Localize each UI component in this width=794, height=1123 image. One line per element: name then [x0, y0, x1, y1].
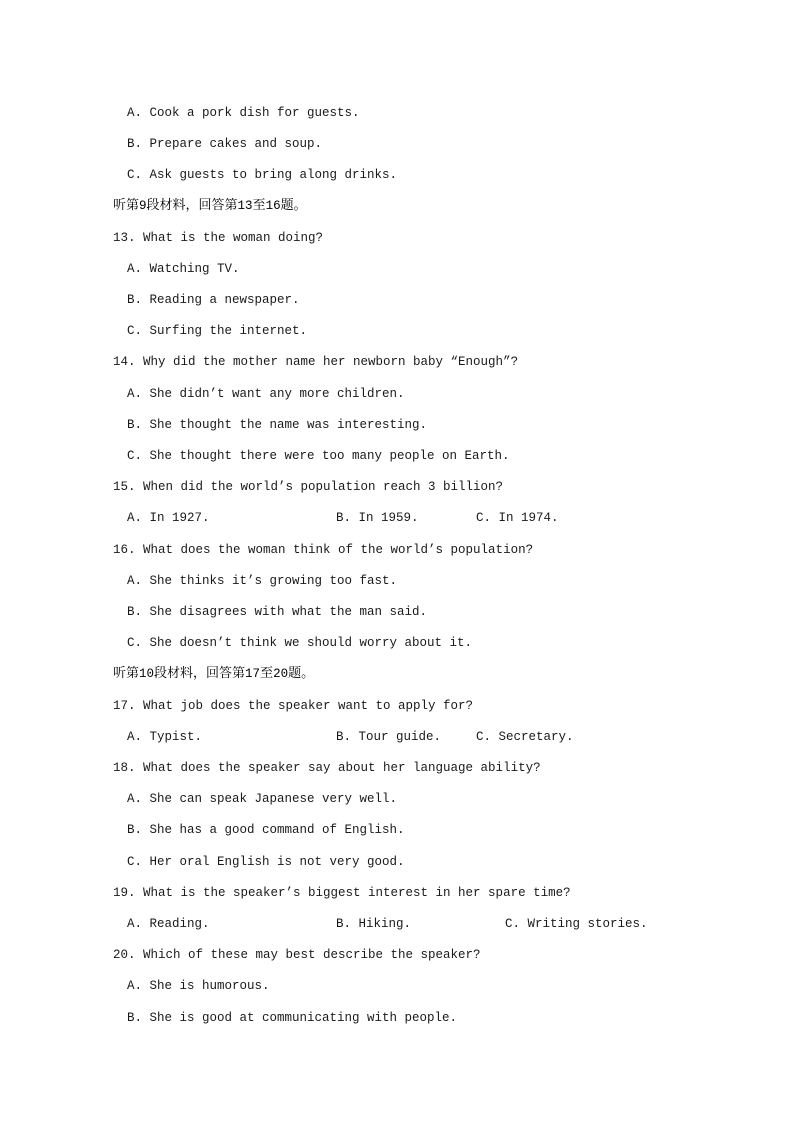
option-18-c: C. Her oral English is not very good. — [127, 855, 405, 869]
option-13-b: B. Reading a newspaper. — [127, 293, 300, 307]
option-19-b: B. Hiking. — [336, 917, 412, 931]
option-12-c: C. Ask guests to bring along drinks. — [127, 168, 398, 182]
option-14-c: C. She thought there were too many people on Earth. — [127, 449, 510, 463]
option-14-a: A. She didn’t want any more children. — [127, 387, 405, 401]
question-20: 20. Which of these may best describe the speaker? — [113, 948, 481, 962]
option-16-c: C. She doesn’t think we should worry about it. — [127, 636, 473, 650]
question-15: 15. When did the world’s population reach 3 billion? — [113, 480, 504, 494]
question-18: 18. What does the speaker say about her language ability? — [113, 761, 541, 775]
option-16-a: A. She thinks it’s growing too fast. — [127, 574, 398, 588]
option-18-b: B. She has a good command of English. — [127, 823, 405, 837]
option-12-b: B. Prepare cakes and soup. — [127, 137, 323, 151]
option-18-a: A. She can speak Japanese very well. — [127, 792, 398, 806]
question-17: 17. What job does the speaker want to apply for? — [113, 699, 474, 713]
option-20-b: B. She is good at communicating with people. — [127, 1011, 458, 1025]
option-15-a: A. In 1927. — [127, 511, 210, 525]
question-14: 14. Why did the mother name her newborn baby “Enough”? — [113, 355, 519, 369]
option-17-b: B. Tour guide. — [336, 730, 442, 744]
question-19: 19. What is the speaker’s biggest interest in her spare time? — [113, 886, 571, 900]
section-heading-10: 听第10段材料，回答第17至20题。 — [113, 666, 315, 681]
question-16: 16. What does the woman think of the world’s population? — [113, 543, 534, 557]
question-13: 13. What is the woman doing? — [113, 231, 324, 245]
option-19-c: C. Writing stories. — [505, 917, 648, 931]
option-13-c: C. Surfing the internet. — [127, 324, 308, 338]
option-20-a: A. She is humorous. — [127, 979, 270, 993]
option-17-a: A. Typist. — [127, 730, 203, 744]
option-19-a: A. Reading. — [127, 917, 210, 931]
section-heading-9: 听第9段材料，回答第13至16题。 — [113, 198, 307, 213]
option-15-c: C. In 1974. — [476, 511, 559, 525]
option-17-c: C. Secretary. — [476, 730, 574, 744]
option-14-b: B. She thought the name was interesting. — [127, 418, 428, 432]
option-13-a: A. Watching TV. — [127, 262, 240, 276]
option-12-a: A. Cook a pork dish for guests. — [127, 106, 360, 120]
option-15-b: B. In 1959. — [336, 511, 419, 525]
option-16-b: B. She disagrees with what the man said. — [127, 605, 428, 619]
